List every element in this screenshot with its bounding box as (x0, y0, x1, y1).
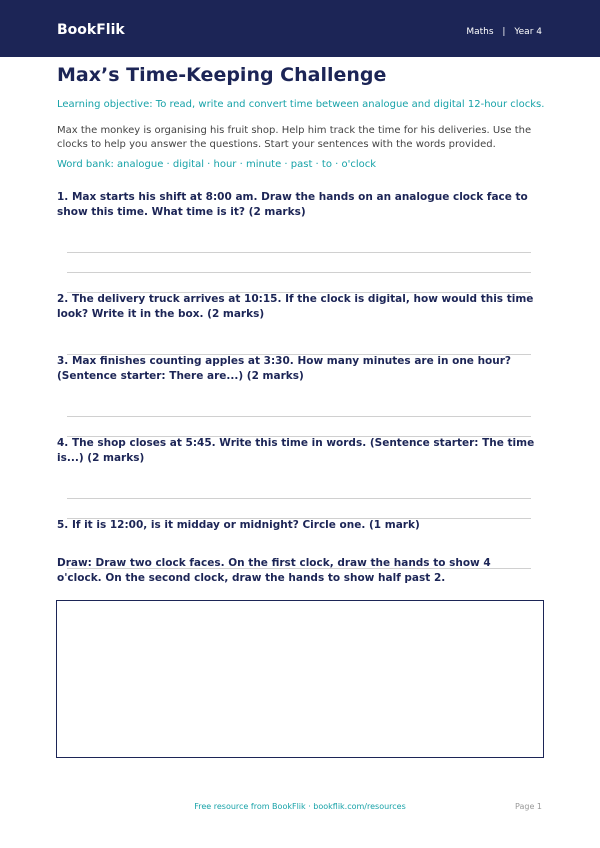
question-3: 3. Max finishes counting apples at 3:30. How many minutes are in one hour? (Sentence starter: There are...) (2 marks) (57, 355, 512, 382)
drawing-box[interactable] (56, 600, 544, 758)
page-number: Page 1 (515, 802, 542, 811)
answer-line (67, 416, 531, 417)
answer-line (67, 252, 531, 253)
question-2: 2. The delivery truck arrives at 10:15. If the clock is digital, how would this time look? Write it in the box. (2 marks) (57, 293, 534, 320)
learning-objective: Learning objective: To read, write and convert time between analogue and digital 12-hour clocks. (57, 99, 545, 110)
answer-line (67, 272, 531, 273)
draw-task: Draw: Draw two clock faces. On the first clock, draw the hands to show 4 o'clock. On the second clock, draw the hands to show half past 2. (57, 557, 491, 584)
page-header (0, 0, 600, 57)
subject-label: Maths (466, 27, 494, 37)
intro-paragraph: Max the monkey is organising his fruit shop. Help him track the time for his deliveries. Use the clocks to help you answer the questions. Start your sentences with the words provided. (57, 125, 532, 150)
page-title: Max’s Time-Keeping Challenge (57, 64, 387, 86)
header-separator: | (502, 27, 506, 37)
answer-line (67, 498, 531, 499)
year-label: Year 4 (514, 27, 542, 37)
footer-credit: Free resource from BookFlik · bookflik.com/resources (194, 802, 406, 811)
question-5: 5. If it is 12:00, is it midday or midnight? Circle one. (1 mark) (57, 519, 420, 531)
header-meta (466, 27, 542, 37)
question-1: 1. Max starts his shift at 8:00 am. Draw the hands on an analogue clock face to show this time. What time is it? (2 marks) (57, 191, 528, 218)
question-4: 4. The shop closes at 5:45. Write this time in words. (Sentence starter: The time is...) (2 marks) (57, 437, 535, 464)
brand-logo: BookFlik (57, 22, 125, 38)
word-bank: Word bank: analogue · digital · hour · minute · past · to · o'clock (57, 159, 377, 170)
